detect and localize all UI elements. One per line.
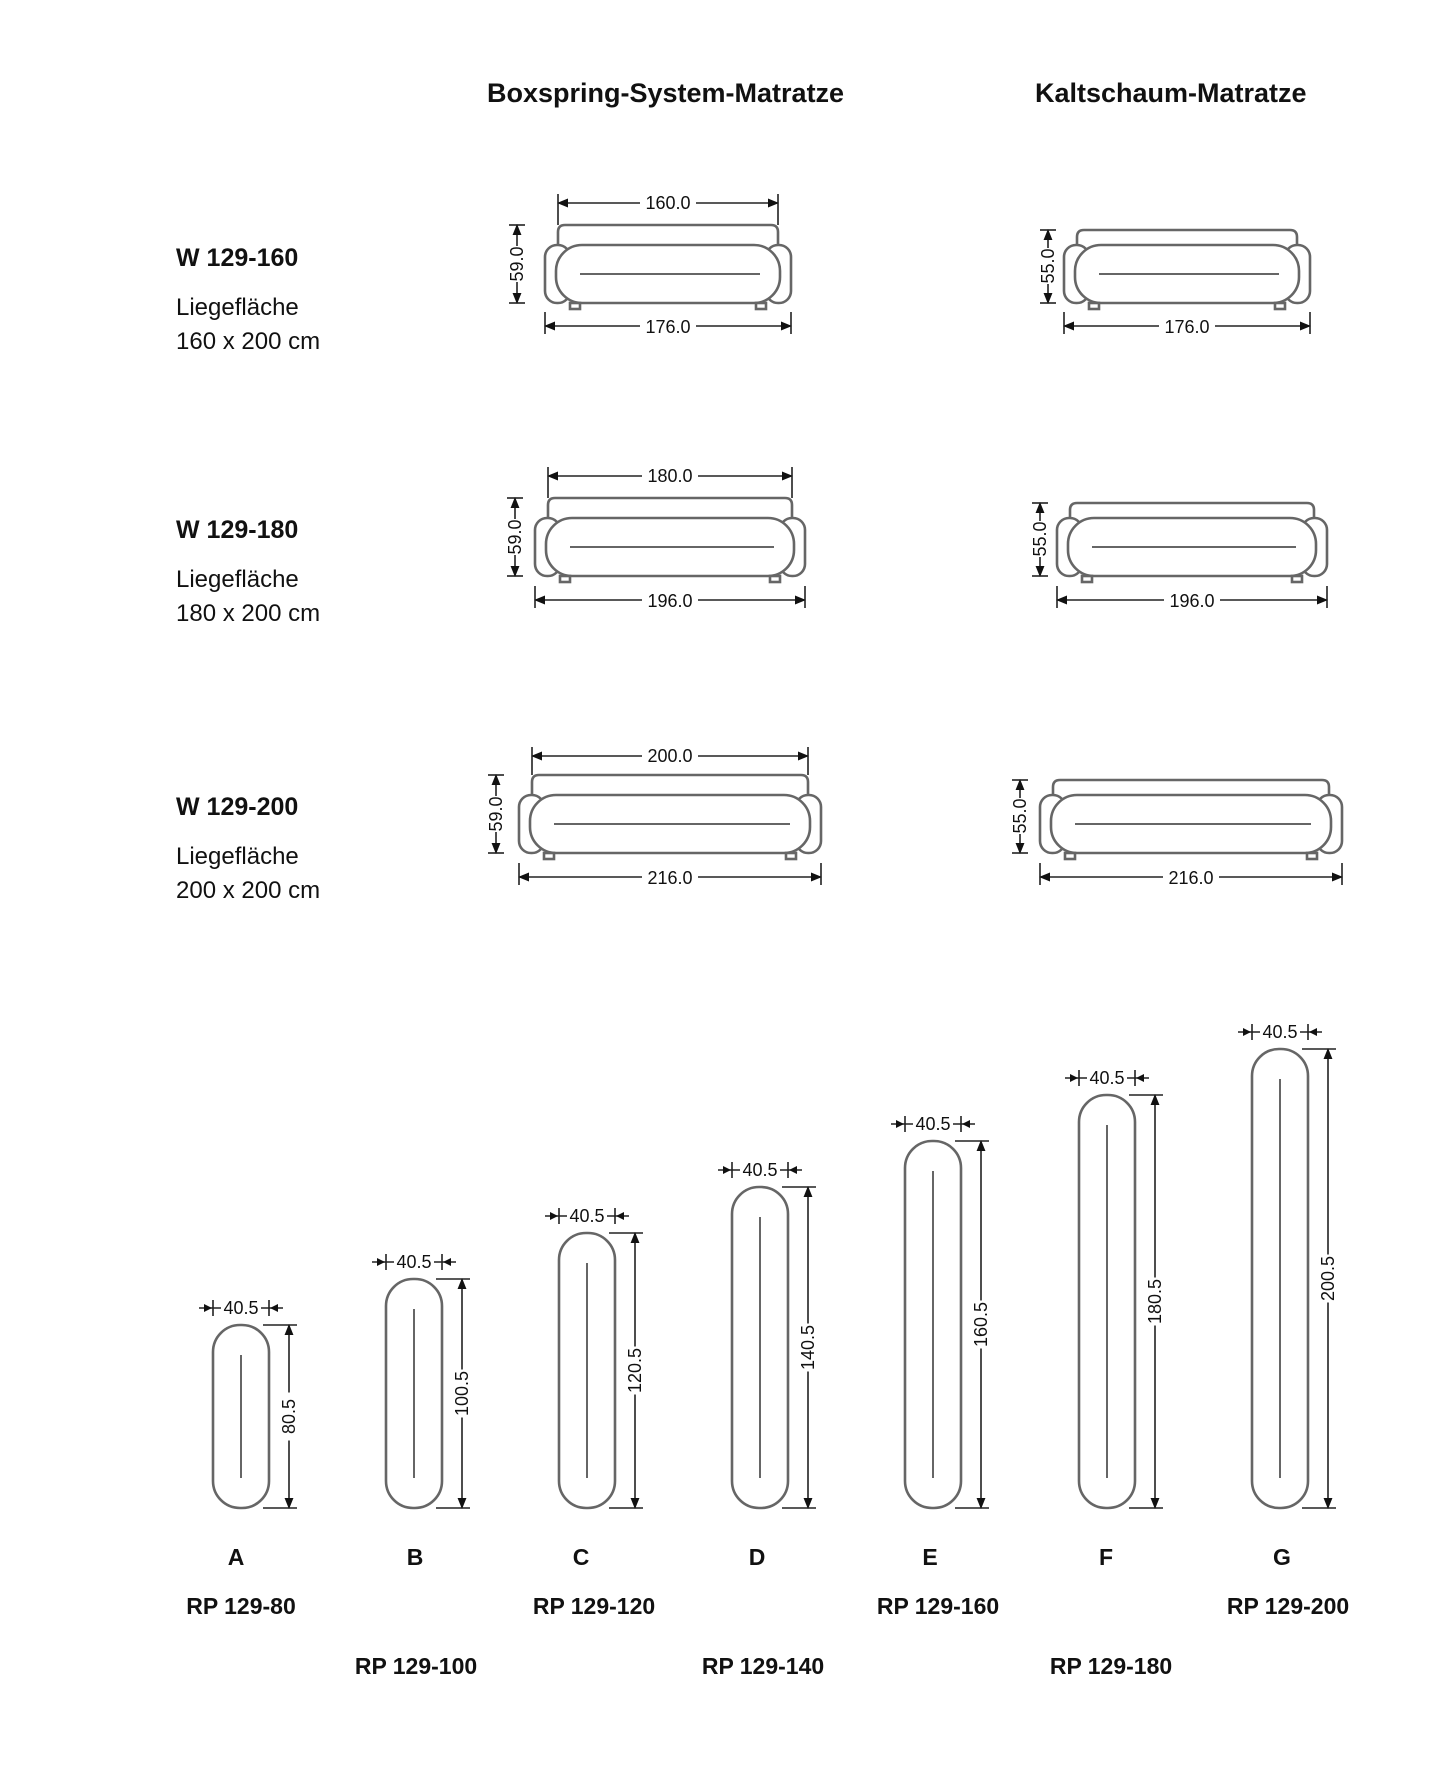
- panel-code: RP 129-80: [186, 1593, 296, 1619]
- dim-panel-width: 40.5: [396, 1252, 432, 1272]
- panel-code: RP 129-100: [354, 1653, 478, 1679]
- panel-code: RP 129-120: [532, 1593, 656, 1619]
- wall-panel-c: [545, 1205, 646, 1508]
- wall-panel-f: [1065, 1067, 1166, 1508]
- model-code: W 129-160: [176, 244, 299, 272]
- dim-outer-width: 176.0: [645, 317, 691, 337]
- dim-height: 59.0: [486, 796, 506, 832]
- bed-front-view-boxspring-200: [484, 745, 821, 889]
- dim-panel-height: 120.5: [625, 1347, 645, 1394]
- dim-height: 55.0: [1038, 248, 1058, 284]
- dim-panel-height: 80.5: [279, 1398, 299, 1435]
- dim-height: 55.0: [1030, 521, 1050, 557]
- dim-inner-width: 180.0: [647, 466, 693, 486]
- wall-panel-e: [891, 1113, 992, 1508]
- dim-panel-height: 200.5: [1318, 1255, 1338, 1302]
- panel-letter: C: [572, 1544, 590, 1570]
- panel-code: RP 129-140: [701, 1653, 825, 1679]
- dim-panel-height: 160.5: [971, 1301, 991, 1348]
- dim-panel-height: 140.5: [798, 1324, 818, 1371]
- dim-height: 59.0: [507, 246, 527, 282]
- dim-inner-width: 160.0: [645, 193, 691, 213]
- model-code: W 129-180: [176, 516, 299, 544]
- model-surface-size: 180 x 200 cm: [176, 600, 321, 627]
- bed-front-view-kaltschaum-180: [1028, 503, 1327, 612]
- model-surface-label: Liegefläche: [176, 843, 299, 870]
- kaltschaum-column-heading: Kaltschaum-Matratze: [1035, 78, 1307, 108]
- dim-inner-width: 200.0: [647, 746, 693, 766]
- panel-code: RP 129-160: [876, 1593, 1000, 1619]
- dim-panel-height: 100.5: [452, 1370, 472, 1417]
- bed-front-view-boxspring-160: [505, 192, 791, 338]
- dim-panel-width: 40.5: [742, 1160, 778, 1180]
- bed-front-view-kaltschaum-160: [1036, 230, 1310, 338]
- dim-outer-width: 216.0: [1168, 868, 1214, 888]
- bed-front-view-kaltschaum-200: [1008, 780, 1342, 889]
- model-surface-label: Liegefläche: [176, 566, 299, 593]
- panel-letter: E: [922, 1544, 938, 1570]
- panel-code: RP 129-200: [1226, 1593, 1350, 1619]
- panel-letter: F: [1098, 1544, 1114, 1570]
- dim-panel-height: 180.5: [1145, 1278, 1165, 1325]
- model-surface-size: 160 x 200 cm: [176, 328, 321, 355]
- panel-letter: A: [227, 1544, 245, 1570]
- wall-panel-g: [1238, 1021, 1339, 1508]
- model-code: W 129-200: [176, 793, 299, 821]
- dim-height: 59.0: [505, 519, 525, 555]
- boxspring-column-heading: Boxspring-System-Matratze: [487, 78, 845, 108]
- bed-front-view-boxspring-180: [503, 465, 805, 612]
- dim-height: 55.0: [1010, 798, 1030, 834]
- dim-outer-width: 196.0: [647, 591, 693, 611]
- model-surface-label: Liegefläche: [176, 294, 299, 321]
- panel-letter: D: [748, 1544, 766, 1570]
- dim-panel-width: 40.5: [1089, 1068, 1125, 1088]
- panel-letter: B: [406, 1544, 424, 1570]
- model-surface-size: 200 x 200 cm: [176, 877, 321, 904]
- dim-panel-width: 40.5: [223, 1298, 259, 1318]
- dim-outer-width: 176.0: [1164, 317, 1210, 337]
- wall-panel-b: [372, 1251, 473, 1508]
- panel-code: RP 129-180: [1049, 1653, 1173, 1679]
- dim-panel-width: 40.5: [915, 1114, 951, 1134]
- dim-outer-width: 216.0: [647, 868, 693, 888]
- dim-panel-width: 40.5: [569, 1206, 605, 1226]
- wall-panel-d: [718, 1159, 819, 1508]
- wall-panel-a: [199, 1297, 300, 1508]
- wall-panel-drawings: [199, 1021, 1339, 1508]
- dim-panel-width: 40.5: [1262, 1022, 1298, 1042]
- dim-outer-width: 196.0: [1169, 591, 1215, 611]
- panel-letter: G: [1273, 1544, 1291, 1570]
